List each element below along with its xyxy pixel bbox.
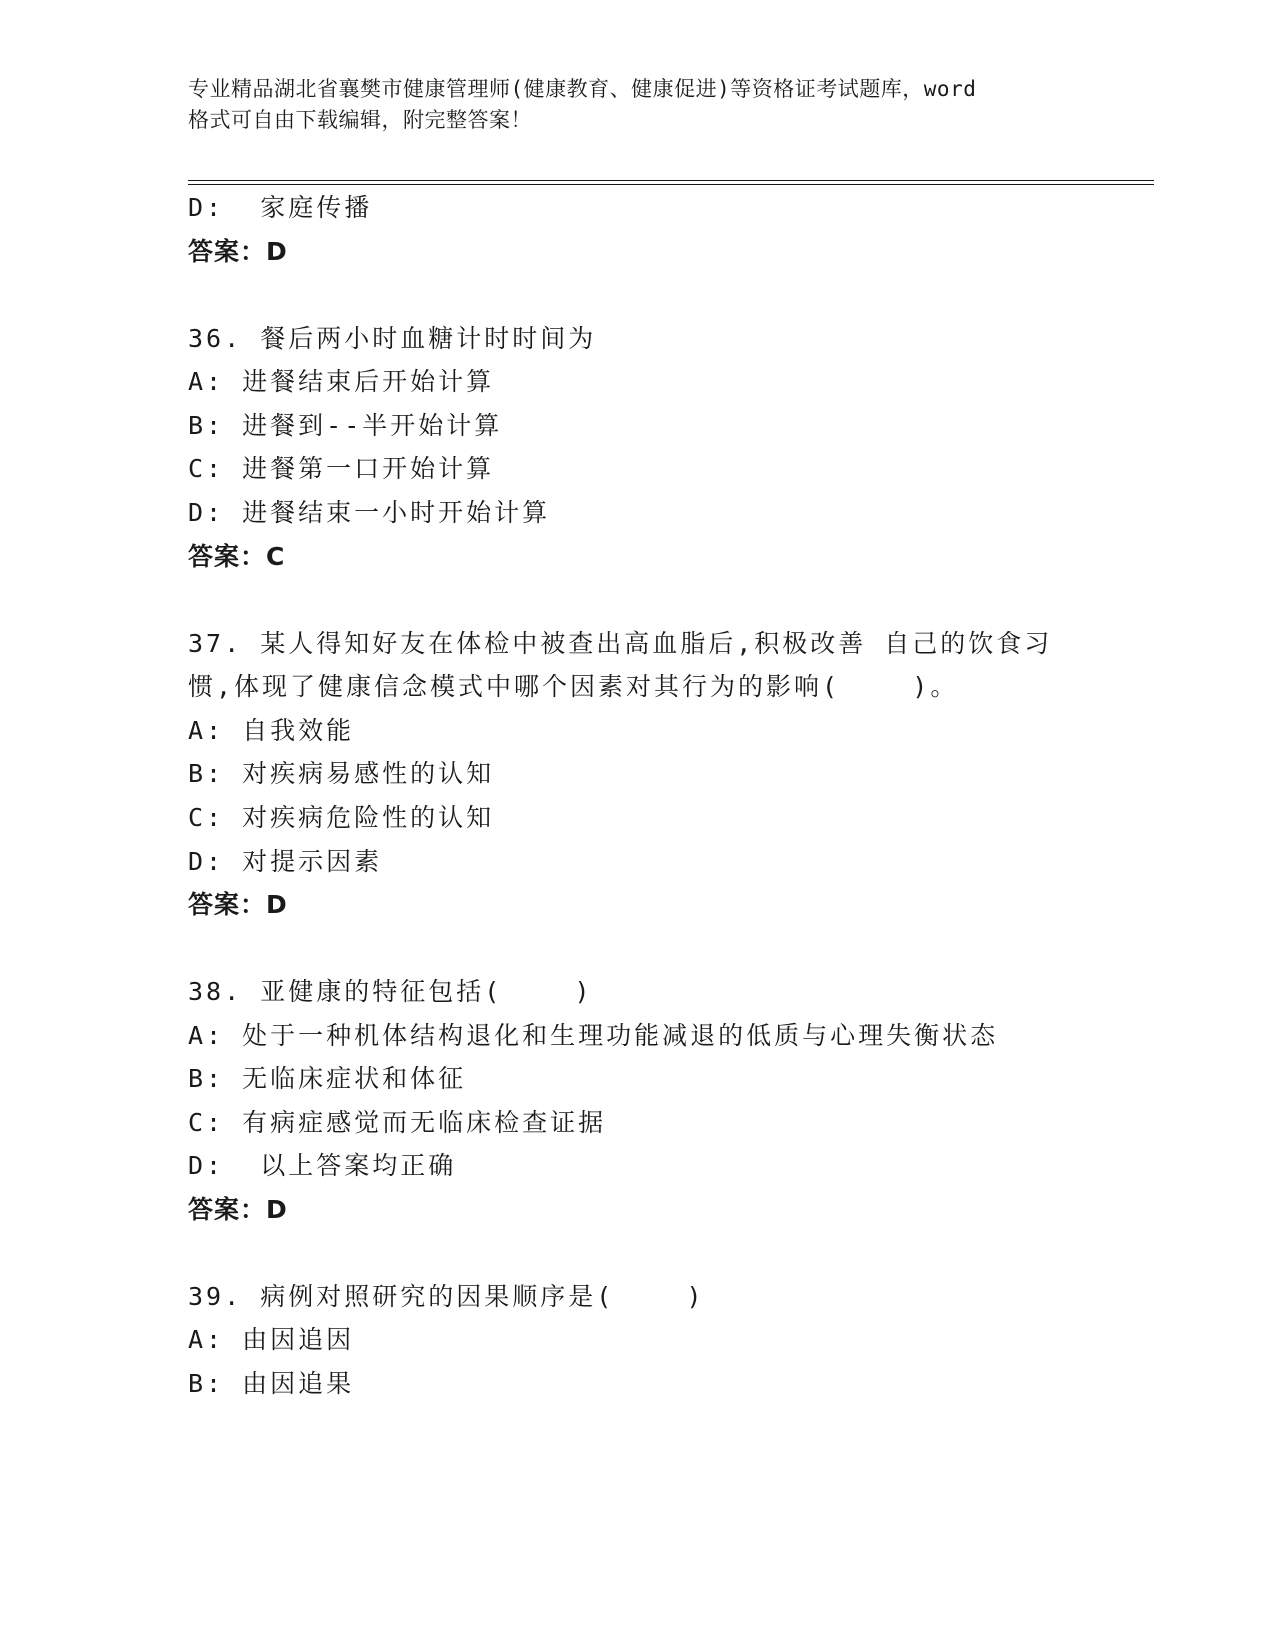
header-line-1: 专业精品湖北省襄樊市健康管理师(健康教育、健康促进)等资格证考试题库，word [188,77,977,101]
q38-option-b: B: 无临床症状和体征 [188,1064,467,1093]
q39-option-a: A: 由因追因 [188,1325,355,1354]
q38-answer: 答案：D [188,1195,288,1224]
q36-stem: 36. 餐后两小时血糖计时时间为 [188,324,597,353]
q36-option-d: D: 进餐结束一小时开始计算 [188,498,551,527]
header-rule-top [188,180,1154,181]
q36-option-c: C: 进餐第一口开始计算 [188,454,495,483]
q39-stem: 39. 病例对照研究的因果顺序是( ) [188,1282,705,1311]
q37-option-b: B: 对疾病易感性的认知 [188,759,495,788]
q36-option-a: A: 进餐结束后开始计算 [188,367,495,396]
q37-answer: 答案：D [188,890,288,919]
header-line-2: 格式可自由下载编辑，附完整答案！ [188,108,532,132]
prev-answer: 答案：D [188,237,288,266]
q37-stem-line-2: 惯,体现了健康信念模式中哪个因素对其行为的影响( )。 [188,672,959,701]
q37-stem-line-1: 37. 某人得知好友在体检中被查出高血脂后,积极改善 自己的饮食习 [188,629,1053,658]
q39-option-b: B: 由因追果 [188,1369,355,1398]
prev-option-d: D: 家庭传播 [188,193,373,222]
q37-option-d: D: 对提示因素 [188,847,383,876]
q38-stem: 38. 亚健康的特征包括( ) [188,977,593,1006]
q36-option-b: B: 进餐到--半开始计算 [188,411,503,440]
q38-option-c: C: 有病症感觉而无临床检查证据 [188,1108,607,1137]
header-rule-bottom [188,184,1154,185]
q38-option-d: D: 以上答案均正确 [188,1151,457,1180]
q36-answer: 答案：C [188,542,286,571]
document-header [188,74,1098,136]
q37-option-a: A: 自我效能 [188,716,355,745]
q37-option-c: C: 对疾病危险性的认知 [188,803,495,832]
q38-option-a: A: 处于一种机体结构退化和生理功能减退的低质与心理失衡状态 [188,1021,999,1050]
